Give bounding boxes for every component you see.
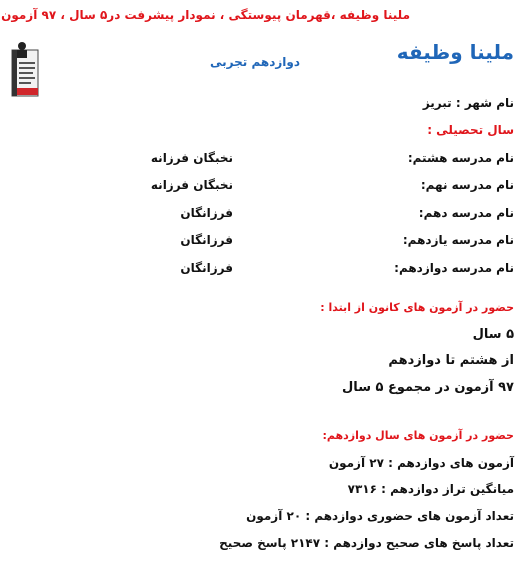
school-value-10: فرزانگان: [180, 206, 233, 220]
school-label-11: نام مدرسه یازدهم:: [402, 233, 514, 247]
kanoon-history-heading: حضور در آزمون های کانون از ابتدا :: [320, 301, 514, 314]
page-headline: ملینا وظیفه ،قهرمان پیوستگی ، نمودار پیشرفت در۵ سال ، ۹۷ آزمون: [1, 8, 410, 22]
school-label-12: نام مدرسه دوازدهم:: [394, 261, 514, 275]
grade12-correct-answers: تعداد پاسخ های صحیح دوازدهم : ۲۱۴۷ پاسخ صحیح: [219, 536, 514, 550]
student-name: ملینا وظیفه: [396, 40, 514, 64]
school-label-10: نام مدرسه دهم:: [418, 206, 514, 220]
school-label-8: نام مدرسه هشتم:: [407, 151, 514, 165]
kanoon-total-exams: ۹۷ آزمون در مجموع ۵ سال: [342, 380, 514, 395]
grade12-in-person-count: تعداد آزمون های حضوری دوازدهم : ۲۰ آزمون: [246, 509, 514, 523]
kanoon-years: ۵ سال: [472, 327, 514, 342]
kanoon-grades-range: از هشتم تا دوازدهم: [388, 353, 514, 368]
grade-label: دوازدهم تجربی: [210, 55, 300, 69]
grade12-heading: حضور در آزمون های سال دوازدهم:: [322, 429, 514, 442]
school-label-9: نام مدرسه نهم:: [420, 178, 514, 192]
school-value-8: نخبگان فرزانه: [150, 151, 233, 165]
grade12-average-score: میانگین تراز دوازدهم : ۷۳۱۶: [347, 482, 514, 496]
grade12-exam-count: آزمون های دوازدهم : ۲۷ آزمون: [328, 456, 514, 470]
school-value-11: فرزانگان: [180, 233, 233, 247]
kanoon-book-logo-icon: [8, 40, 40, 98]
school-years-heading: سال تحصیلی :: [427, 123, 514, 137]
school-value-12: فرزانگان: [180, 261, 233, 275]
city-line: نام شهر : تبریز: [422, 96, 514, 110]
school-value-9: نخبگان فرزانه: [150, 178, 233, 192]
